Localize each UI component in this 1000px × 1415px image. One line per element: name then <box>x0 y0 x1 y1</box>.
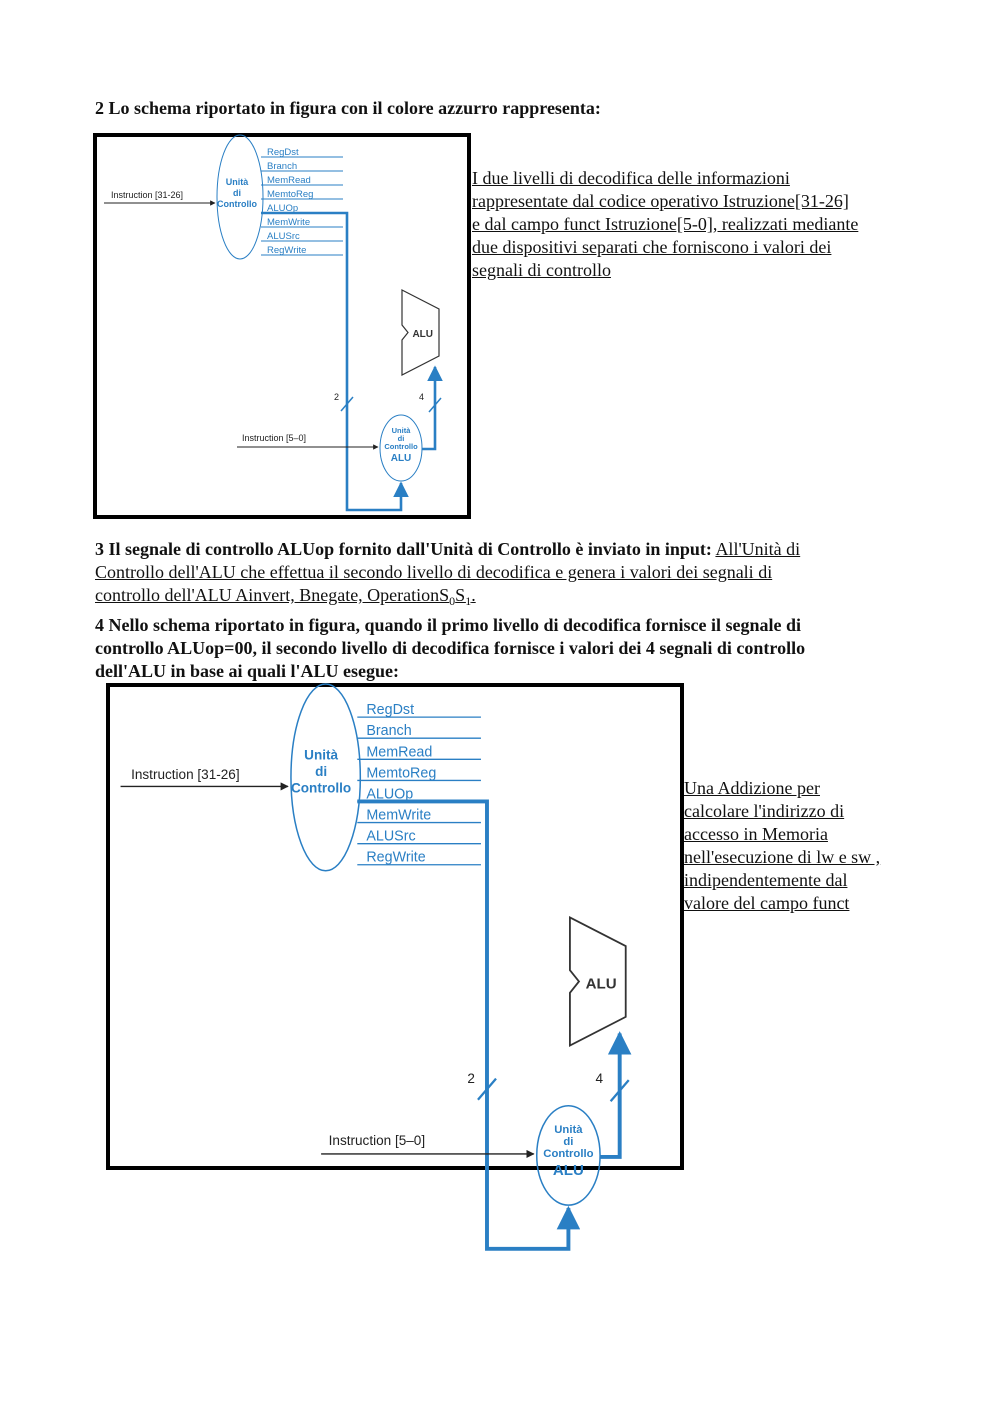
control-diagram-2-svg <box>110 687 680 1180</box>
alu-control-bus-width: 4 <box>595 1071 604 1087</box>
signal-label: MemRead <box>366 744 433 761</box>
control-diagram-1 <box>93 133 471 519</box>
question-4-line: dell'ALU in base ai quali l'ALU esegue: <box>95 661 400 681</box>
aluop-bus-width: 2 <box>334 392 340 402</box>
control-unit-label: Unità <box>304 747 339 763</box>
signal-label: RegWrite <box>366 849 426 866</box>
signal-label: ALUOp <box>366 786 414 803</box>
control-unit-label: di <box>315 763 328 779</box>
answer-3-start: All'Unità di <box>715 539 801 559</box>
answer-4-line: nell'esecuzione di lw e sw , <box>684 847 881 867</box>
signal-label: ALUSrc <box>366 828 416 845</box>
signal-label: ALUOp <box>267 203 299 214</box>
alu-control-label: Unità <box>554 1123 583 1136</box>
alu-control-label: Unità <box>391 426 411 435</box>
alu-control-label: ALU <box>390 453 412 464</box>
signal-label: MemWrite <box>267 217 311 228</box>
question-2: 2 Lo schema riportato in figura con il colore azzurro rappresenta: <box>95 98 601 118</box>
answer-2-line: I due livelli di decodifica delle informazioni <box>472 168 790 188</box>
signal-label: Branch <box>267 161 298 172</box>
question-3 <box>95 538 915 607</box>
instruction-top-label: Instruction [31-26] <box>111 190 184 200</box>
answer-2-line: due dispositivi separati che forniscono i valori dei <box>472 237 832 257</box>
aluop-bus <box>357 801 568 1248</box>
answer-3-end: . <box>471 585 476 605</box>
answer-3-sub1: 1 <box>465 594 472 608</box>
signal-label: RegDst <box>267 147 299 158</box>
answer-3-line3-prefix: controllo dell'ALU Ainvert, Bnegate, OperationS <box>95 585 450 605</box>
question-3-text: 3 Il segnale di controllo ALUop fornito dall'Unità di Controllo è inviato in input: <box>95 539 712 559</box>
alu-control-label: di <box>563 1135 574 1148</box>
answer-2-line: rappresentate dal codice operativo Istruzione[31-26] <box>472 191 849 211</box>
control-unit-label: Controllo <box>217 199 257 209</box>
answer-4 <box>684 777 924 915</box>
aluop-bus <box>261 213 401 510</box>
answer-4-line: calcolare l'indirizzo di <box>684 801 845 821</box>
alu-control-label: di <box>397 434 405 443</box>
signal-label: RegWrite <box>267 245 307 256</box>
instruction-bottom-label: Instruction [5–0] <box>328 1132 426 1148</box>
question-4-line: 4 Nello schema riportato in figura, quando il primo livello di decodifica fornisce il segnale di <box>95 615 801 635</box>
alu-control-label: ALU <box>552 1162 584 1180</box>
instruction-bottom-label: Instruction [5–0] <box>242 433 307 443</box>
alu-label: ALU <box>585 975 617 993</box>
alu-control-bus-width: 4 <box>419 392 425 402</box>
control-unit-label: Controllo <box>290 780 352 796</box>
alu-label: ALU <box>412 329 433 340</box>
signal-label: MemRead <box>267 175 311 186</box>
signal-label: MemtoReg <box>267 189 314 200</box>
answer-2-line: segnali di controllo <box>472 260 611 280</box>
answer-3-line2: Controllo dell'ALU che effettua il secondo livello di decodifica e genera i valori dei segnali di <box>95 562 773 582</box>
answer-3-line3 <box>95 584 915 607</box>
signal-label: MemtoReg <box>366 765 437 782</box>
alu-control-label: Controllo <box>543 1147 594 1160</box>
control-unit-label: di <box>233 188 241 198</box>
answer-4-line: accesso in Memoria <box>684 824 828 844</box>
answer-2 <box>472 167 912 282</box>
aluop-bus-width: 2 <box>467 1071 475 1087</box>
control-diagram-2 <box>106 683 684 1180</box>
answer-3-sub0: 0 <box>449 594 456 608</box>
answer-2-line: e dal campo funct Istruzione[5-0], realizzati mediante <box>472 214 859 234</box>
signal-label: MemWrite <box>366 807 432 824</box>
alu-control-label: Controllo <box>384 442 418 451</box>
answer-4-line: indipendentemente dal <box>684 870 848 890</box>
signal-label: ALUSrc <box>267 231 300 242</box>
control-diagram-1-svg <box>97 137 467 515</box>
instruction-top-label: Instruction [31-26] <box>131 766 240 782</box>
question-4 <box>95 614 915 683</box>
question-4-line: controllo ALUop=00, il secondo livello di decodifica fornisce i valori dei 4 segnali di controllo <box>95 638 806 658</box>
signal-label: RegDst <box>366 702 415 719</box>
signal-label: Branch <box>366 723 412 740</box>
answer-4-line: Una Addizione per <box>684 778 820 798</box>
control-unit-label: Unità <box>225 177 249 187</box>
answer-3-mid: S <box>455 585 466 605</box>
answer-4-line: valore del campo funct <box>684 893 850 913</box>
